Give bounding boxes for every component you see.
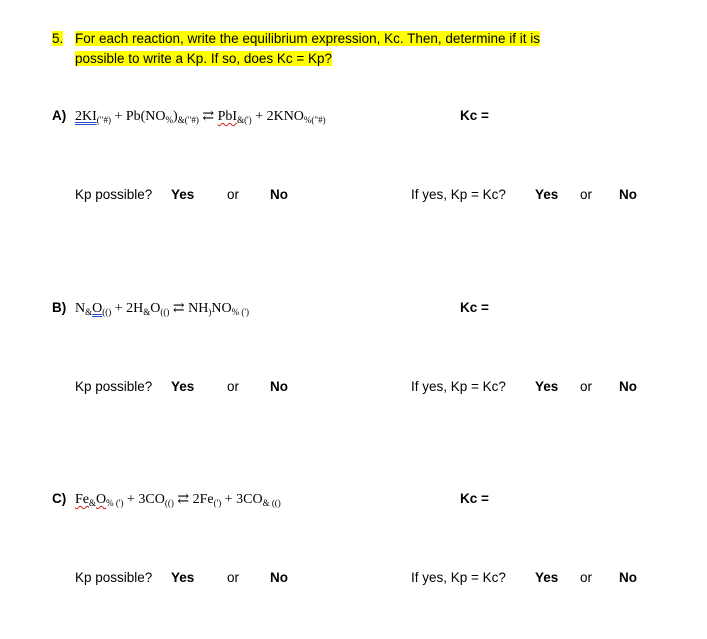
- reaction-a-if-yes: If yes, Kp = Kc?: [411, 187, 506, 202]
- reaction-a-eq-yes[interactable]: Yes: [535, 187, 559, 202]
- reaction-c-eq-no[interactable]: No: [619, 570, 637, 585]
- reaction-b-kp-question: Kp possible?: [75, 379, 153, 394]
- reaction-a-kp-no[interactable]: No: [270, 187, 288, 202]
- reaction-c-kc: Kc =: [460, 491, 489, 506]
- reaction-b-kp-yes[interactable]: Yes: [171, 379, 195, 394]
- reaction-b-label: B): [52, 300, 67, 315]
- reaction-b-equation: $N_{\&}O_{(()} + 2H_{\&}O_{(()}$ ⇄ $NH_)NO_{\% (')}$: [75, 301, 249, 317]
- reaction-c-label: C): [52, 491, 67, 506]
- reaction-a-eq-no[interactable]: No: [619, 187, 637, 202]
- question-line-1: For each reaction, write the equilibrium expression, Kc. Then, determine if it is: [75, 31, 540, 46]
- reaction-b-kp-or: or: [227, 379, 240, 394]
- reaction-b-if-yes: If yes, Kp = Kc?: [411, 379, 506, 394]
- reaction-b-kc: Kc =: [460, 300, 489, 315]
- reaction-c-equation: $Fe_{\&}O_{\% (')} + 3CO_{(()}$ ⇄ $2Fe_{(')} + 3CO_{\& (()}$: [75, 492, 281, 508]
- reaction-a-kp-or: or: [227, 187, 240, 202]
- reaction-b-eq-no[interactable]: No: [619, 379, 637, 394]
- reaction-c-eq-or: or: [580, 570, 593, 585]
- question-number: 5.: [52, 31, 64, 46]
- reaction-a-eq-or: or: [580, 187, 593, 202]
- reaction-c-if-yes: If yes, Kp = Kc?: [411, 570, 506, 585]
- reaction-a-kp-question: Kp possible?: [75, 187, 153, 202]
- reaction-c-kp-no[interactable]: No: [270, 570, 288, 585]
- reaction-b-kp-no[interactable]: No: [270, 379, 288, 394]
- reaction-a-kc: Kc =: [460, 108, 489, 123]
- reaction-b-eq-or: or: [580, 379, 593, 394]
- reaction-c-kp-or: or: [227, 570, 240, 585]
- question-line-2: possible to write a Kp. If so, does Kc = Kp?: [75, 51, 333, 66]
- reaction-b-eq-yes[interactable]: Yes: [535, 379, 559, 394]
- reaction-c-kp-yes[interactable]: Yes: [171, 570, 195, 585]
- reaction-a-label: A): [52, 108, 67, 123]
- reaction-a-kp-yes[interactable]: Yes: [171, 187, 195, 202]
- reaction-a-equation: $2KI_{("\#)} + Pb(NO_{\%})_{\&("\#)}$ ⇄ $PbI_{\&(')} + 2KNO_{\%("\#)}$: [75, 109, 326, 125]
- reaction-c-eq-yes[interactable]: Yes: [535, 570, 559, 585]
- reaction-c-kp-question: Kp possible?: [75, 570, 153, 585]
